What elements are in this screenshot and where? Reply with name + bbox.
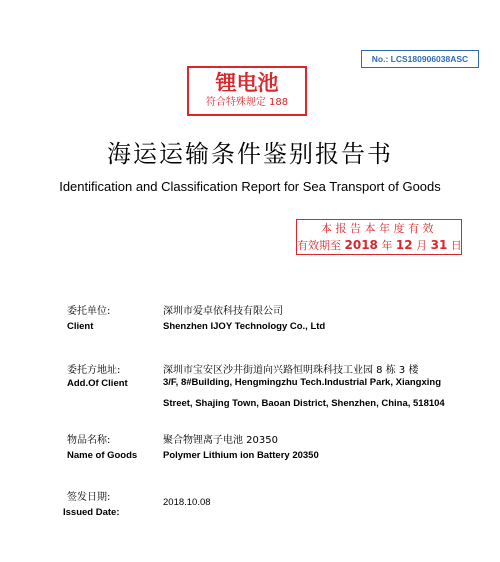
report-number-box — [361, 50, 479, 68]
validity-line-2 — [297, 237, 461, 254]
goods-value-english: Polymer Lithium ion Battery 20350 — [163, 450, 319, 461]
validity-month: 12 — [395, 238, 413, 252]
issued-date-label-english: Issued Date: — [63, 507, 120, 518]
address-value-english-line-1: 3/F, 8#Building, Hengmingzhu Tech.Industrial Park, Xiangxing — [163, 377, 442, 388]
report-title-chinese: 海运运输条件鉴别报告书 — [107, 140, 393, 168]
lithium-battery-stamp — [187, 66, 307, 116]
issued-date-value: 2018.10.08 — [163, 497, 211, 508]
validity-prefix: 有效期至 — [297, 239, 345, 252]
stamp-title: 锂电池 — [215, 71, 279, 95]
validity-day-unit: 日 — [447, 239, 462, 252]
client-value-chinese: 深圳市爱卓依科技有限公司 — [163, 306, 283, 317]
address-value-english-line-2: Street, Shajing Town, Baoan District, Shenzhen, China, 518104 — [163, 398, 445, 409]
address-label-english: Add.Of Client — [67, 378, 128, 389]
validity-month-unit: 月 — [412, 239, 431, 252]
validity-line-1: 本报告本年度有效 — [321, 222, 437, 235]
client-value-english: Shenzhen IJOY Technology Co., Ltd — [163, 321, 326, 332]
validity-year-unit: 年 — [377, 239, 396, 252]
address-value-chinese: 深圳市宝安区沙井街道向兴路恒明珠科技工业园 8 栋 3 楼 — [163, 365, 419, 376]
issued-date-label-chinese: 签发日期: — [67, 492, 111, 503]
stamp-subtitle: 符合特殊规定 188 — [205, 97, 289, 108]
report-title-english: Identification and Classification Report for Sea Transport of Goods — [59, 179, 441, 194]
validity-year: 2018 — [344, 238, 378, 252]
address-label-chinese: 委托方地址: — [67, 365, 121, 376]
goods-label-chinese: 物品名称: — [67, 435, 111, 446]
client-label-english: Client — [67, 321, 94, 332]
report-number: No.: LCS180906038ASC — [371, 54, 469, 64]
client-label-chinese: 委托单位: — [67, 306, 111, 317]
validity-box — [296, 219, 462, 255]
validity-day: 31 — [430, 238, 448, 252]
goods-value-chinese: 聚合物锂离子电池 20350 — [163, 435, 278, 446]
goods-label-english: Name of Goods — [67, 450, 138, 461]
